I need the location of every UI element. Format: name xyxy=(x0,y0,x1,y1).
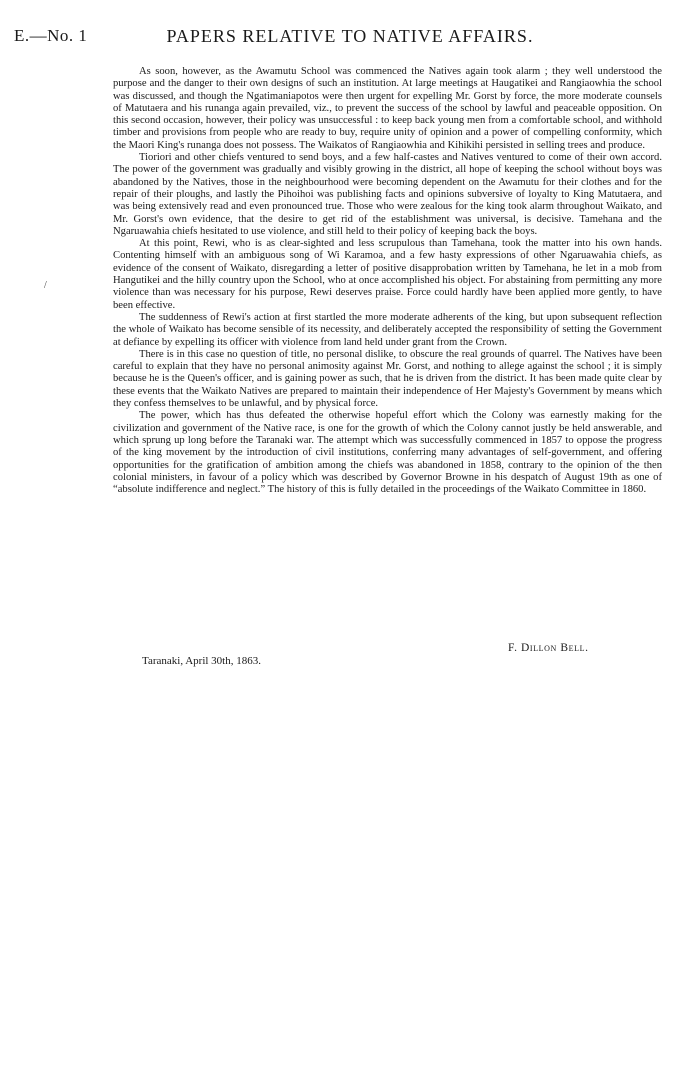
signature-name: Dillon Bell. xyxy=(521,642,589,654)
paragraph-6: The power, which has thus defeated the otherwise hopeful effort which the Colony was earnestly making for the civilization and government of the Native race, is one for the growth of which the Colony cannot justly be held answerable, and which sprung up long before the Taranaki war. The attempt which was successfully commenced in 1857 to oppose the progress of the king movement by the introduction of civil institutions, conferring many advantages of self-government, and offering opportunities for the gratification of ambition among the chiefs was abandoned in 1858, contrary to the opinion of the then colonial ministers, in favour of a policy which was described by Governor Browne in his despatch of August 19th as one of “absolute indifference and neglect.” The history of this is fully detailed in the proceedings of the Waikato Committee in 1860. xyxy=(113,410,662,496)
margin-annotation: / xyxy=(44,280,47,291)
signature xyxy=(508,642,589,654)
paragraph-5: There is in this case no question of title, no personal dislike, to obscure the real grounds of quarrel. The Natives have been careful to explain that they have no personal animosity against Mr. Gorst, and nothing to allege against the school ; it is simply because he is the Queen's officer, and is gaining power as such, that he is driven from the district. It has been made quite clear by these events that the Waikato Natives are prepared to maintain their independence of Her Majesty's Government by means which they confess themselves to be unlawful, and by physical force. xyxy=(113,348,662,410)
document-reference: E.—No. 1 xyxy=(14,26,88,45)
dateline: Taranaki, April 30th, 1863. xyxy=(142,655,261,667)
page-title: PAPERS RELATIVE TO NATIVE AFFAIRS. xyxy=(166,26,534,46)
paragraph-2: Tioriori and other chiefs ventured to send boys, and a few half-castes and Natives ventured to come of their own accord. The power of the government was gradually and visibly growing in the district, all hope of keeping the school without boys was abandoned by the Natives, those in the neighbourhood were becoming dependent on the Awamutu for their clothes and for the repair of their ploughs, and lastly the Pihoihoi was publishing facts and opinions subversive of loyalty to King Matutaera, and was being extensively read and even pronounced true. Those who were zealous for the king took alarm throughout Waikato, and Mr. Gorst's own evidence, that the desire to get rid of the establishment was universal, is decisive. Tamehana and the Ngaruawahia chiefs hesitated to use violence, and still held to their policy of keeping back the boys. xyxy=(113,152,662,237)
paragraph-4: The suddenness of Rewi's action at first startled the more moderate adherents of the king, but upon subsequent reflection the whole of Waikato has become sensible of its necessity, and deliberately accepted the responsibility of setting the Government at defiance by expelling its officer with violence from land held under grant from the Crown. xyxy=(113,311,662,348)
paragraph-3: At this point, Rewi, who is as clear-sighted and less scrupulous than Tamehana, took the matter into his own hands. Contenting himself with an ambiguous song of Wi Karamoa, and a few hasty expressions of other Ngaruawahia chiefs, as evidence of the consent of Waikato, disregarding a letter of positive disapprobation written by Tamehana, he let in a mob from Hangutikei and the hilly country upon the School, who at once accomplished his object. For abstaining from permitting any more violence than was necessary for his purpose, Rewi deserves praise. Force could hardly have been applied more gently, to have been effective. xyxy=(113,238,662,311)
paragraph-1: As soon, however, as the Awamutu School was commenced the Natives again took alarm ; they well understood the purpose and the danger to their own designs of such an institution. At large meetings at Haugatikei and Rangiaowhia the school was discussed, and though the Ngatimaniapotos were then urgent for expelling Mr. Gorst by force, the more moderate counsels of Matutaera and his runanga again prevailed, viz., to prevent the success of the school by lawful and peaceable opposition. On this second occasion, however, their policy was unsuccessful : to keep back young men from a comfortable school, and withhold timber and provisions from people who are ready to buy, require unity of opinion and a power of compelling conformity, which the Maori King's runanga does not possess. The Waikatos of Rangiaowhia and Kihikihi persisted in selling trees and produce. xyxy=(113,66,662,151)
page-header xyxy=(0,26,700,52)
body-text xyxy=(113,66,662,496)
signature-initial: F. xyxy=(508,642,522,654)
